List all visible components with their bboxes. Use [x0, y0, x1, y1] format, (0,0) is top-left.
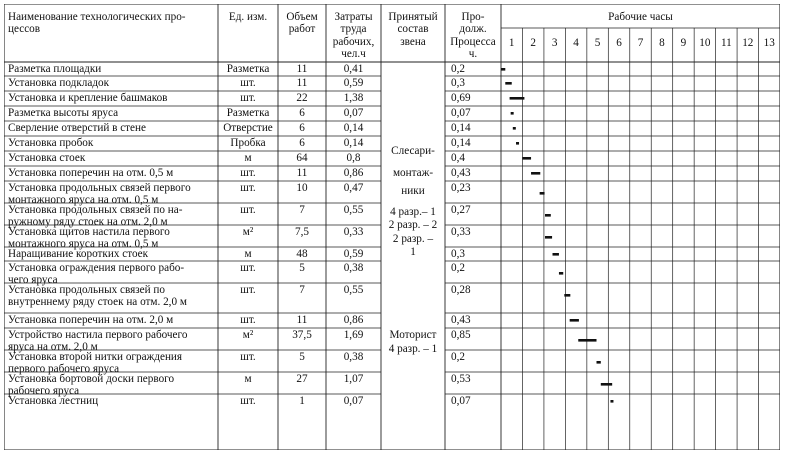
unit-cell: шт. [240, 314, 256, 326]
process-name: Установка продольных связей по на- ружному ряду стоек на отм. 2,0 м [8, 204, 183, 228]
volume-cell: 7,5 [295, 226, 309, 238]
process-name: Установка стоек [8, 152, 86, 164]
process-name: Разметка площадки [8, 63, 102, 75]
process-name: Установка щитов настила первого монтажного яруса на отм. 0,5 м [8, 226, 170, 250]
unit-cell: шт. [240, 182, 256, 194]
duration-cell: 0,33 [451, 226, 471, 238]
volume-cell: 64 [296, 152, 308, 164]
gantt-bar [559, 272, 563, 275]
volume-cell: 5 [299, 351, 305, 363]
labor-cell: 0,38 [343, 262, 364, 274]
volume-cell: 6 [299, 122, 305, 134]
hour-label: 13 [763, 37, 775, 49]
labor-cell: 1,38 [343, 92, 364, 104]
volume-cell: 10 [296, 182, 308, 194]
unit-cell: Пробка [230, 137, 266, 149]
unit-cell: м [244, 373, 252, 385]
unit-cell: шт. [240, 395, 256, 407]
hour-label: 5 [594, 37, 601, 49]
unit-cell: Разметка [226, 107, 270, 119]
header-unit: Ед. изм. [228, 11, 268, 23]
labor-cell: 0,07 [343, 107, 364, 119]
process-name: Установка ограждения первого рабо- чего яруса [8, 262, 185, 286]
unit-cell: шт. [240, 262, 256, 274]
duration-cell: 0,53 [451, 373, 471, 385]
hour-label: 7 [637, 37, 644, 49]
labor-cell: 0,14 [343, 137, 364, 149]
labor-cell: 0,8 [346, 152, 361, 164]
gantt-bar [545, 214, 551, 217]
process-name: Сверление отверстий в стене [8, 122, 146, 134]
hour-label: 8 [659, 37, 665, 49]
volume-cell: 11 [296, 77, 308, 89]
process-name: Установка и крепление башмаков [8, 92, 168, 104]
header-hours-title: Рабочие часы [608, 11, 673, 23]
volume-cell: 5 [299, 262, 305, 274]
hour-label: 12 [742, 37, 754, 49]
labor-cell: 1,07 [343, 373, 364, 385]
labor-cell: 0,14 [343, 122, 364, 134]
hour-label: 11 [720, 37, 732, 49]
header-volume: Объем работ [286, 11, 318, 36]
gantt-bar [601, 383, 612, 386]
process-name: Установка второй нитки ограждения первого рабочего яруса [8, 351, 183, 375]
duration-cell: 0,2 [451, 351, 465, 363]
labor-cell: 0,41 [343, 63, 364, 75]
volume-cell: 27 [296, 373, 308, 385]
unit-cell: Разметка [226, 63, 270, 75]
duration-cell: 0,69 [451, 92, 471, 104]
crew-line: 2 разр. – 2 [388, 219, 438, 231]
duration-cell: 0,43 [451, 314, 471, 326]
unit-cell: Отверстие [223, 122, 273, 134]
gantt-bar [516, 142, 519, 145]
duration-cell: 0,3 [451, 77, 465, 89]
hour-label: 4 [573, 37, 579, 49]
labor-cell: 0,47 [343, 182, 364, 194]
gantt-bar [540, 192, 545, 195]
labor-cell: 0,86 [343, 314, 364, 326]
duration-cell: 0,3 [451, 248, 465, 260]
unit-cell: шт. [240, 284, 256, 296]
labor-cell: 0,86 [343, 167, 364, 179]
duration-cell: 0,28 [451, 284, 471, 296]
hour-label: 6 [616, 37, 622, 49]
duration-cell: 0,07 [451, 107, 471, 119]
volume-cell: 11 [296, 167, 308, 179]
hour-label: 1 [508, 37, 515, 49]
gantt-bar [545, 236, 552, 239]
schedule-table [4, 4, 780, 450]
hour-label: 2 [530, 37, 536, 49]
header-labor: Затраты труда рабочих, чел.ч [332, 11, 375, 61]
crew-line: Слесари- [391, 145, 435, 157]
unit-cell: шт. [240, 77, 256, 89]
duration-cell: 0,2 [451, 262, 465, 274]
header-duration: Про- долж. Процесса ч. [450, 11, 496, 61]
volume-cell: 48 [296, 248, 308, 260]
crew-line: ники [401, 185, 425, 197]
process-name: Установка поперечин на отм. 0,5 м [8, 167, 174, 179]
volume-cell: 22 [296, 92, 308, 104]
gantt-bar [531, 172, 540, 175]
volume-cell: 7 [299, 204, 305, 216]
volume-cell: 6 [299, 107, 305, 119]
gantt-bar [505, 82, 511, 85]
gantt-bar [578, 339, 596, 342]
crew-line: 4 разр.– 1 [390, 206, 436, 218]
duration-cell: 0,2 [451, 63, 465, 75]
gantt-bar [610, 400, 613, 403]
gantt-bar [522, 157, 531, 160]
volume-cell: 1 [299, 395, 305, 407]
unit-cell: шт. [240, 204, 256, 216]
crew-line: Моторист [389, 329, 437, 341]
process-name: Установка подкладок [8, 77, 110, 89]
process-name: Наращивание коротких стоек [8, 248, 149, 260]
process-name: Установка бортовой доски первого рабочего яруса [8, 373, 175, 397]
process-name: Установка пробок [8, 137, 94, 149]
crew-line: 4 разр. – 1 [388, 343, 438, 355]
gantt-bar [570, 319, 579, 322]
unit-cell: м [244, 248, 252, 260]
volume-cell: 6 [299, 137, 305, 149]
hour-label: 9 [680, 37, 687, 49]
gantt-bar [510, 97, 525, 100]
unit-cell: шт. [240, 92, 256, 104]
duration-cell: 0,85 [451, 329, 471, 341]
volume-cell: 7 [299, 284, 305, 296]
process-name: Устройство настила первого рабочего яруса на отм. 2,0 м [8, 329, 188, 353]
unit-cell: шт. [240, 167, 256, 179]
gantt-bar [564, 294, 570, 297]
labor-cell: 0,55 [343, 284, 364, 296]
unit-cell: м [244, 152, 252, 164]
gantt-bar [553, 253, 559, 256]
process-name: Установка продольных связей по внутреннему ряду стоек на отм. 2,0 м [8, 284, 187, 308]
header-process: Наименование технологических про- цессов [8, 11, 186, 36]
gantt-bar [513, 127, 516, 130]
labor-cell: 1,69 [343, 329, 364, 341]
duration-cell: 0,14 [451, 122, 471, 134]
duration-cell: 0,23 [451, 182, 471, 194]
unit-cell: м² [242, 226, 254, 238]
duration-cell: 0,14 [451, 137, 471, 149]
process-name: Установка лестниц [8, 395, 99, 407]
labor-cell: 0,07 [343, 395, 364, 407]
gantt-bar [597, 361, 601, 364]
volume-cell: 11 [296, 314, 308, 326]
hour-label: 3 [551, 37, 558, 49]
crew-line: 1 [410, 246, 416, 258]
unit-cell: шт. [240, 351, 256, 363]
duration-cell: 0,43 [451, 167, 471, 179]
duration-cell: 0,07 [451, 395, 471, 407]
volume-cell: 11 [296, 63, 308, 75]
hour-label: 10 [699, 37, 711, 49]
volume-cell: 37,5 [292, 329, 312, 341]
duration-cell: 0,4 [451, 152, 465, 164]
process-name: Установка продольных связей первого монтажного яруса на отм. 0,5 м [8, 182, 191, 206]
crew-line: 2 разр. – [392, 233, 434, 245]
labor-cell: 0,59 [343, 248, 364, 260]
gantt-bar [501, 68, 505, 71]
unit-cell: м² [242, 329, 254, 341]
process-name: Разметка высоты яруса [8, 107, 119, 119]
labor-cell: 0,55 [343, 204, 364, 216]
header-crew: Принятый состав звена [388, 11, 438, 48]
labor-cell: 0,33 [343, 226, 364, 238]
gantt-bar [511, 112, 514, 115]
crew-line: монтаж- [392, 167, 434, 179]
duration-cell: 0,27 [451, 204, 471, 216]
labor-cell: 0,59 [343, 77, 364, 89]
labor-cell: 0,38 [343, 351, 364, 363]
process-name: Установка поперечин на отм. 2,0 м [8, 314, 174, 326]
